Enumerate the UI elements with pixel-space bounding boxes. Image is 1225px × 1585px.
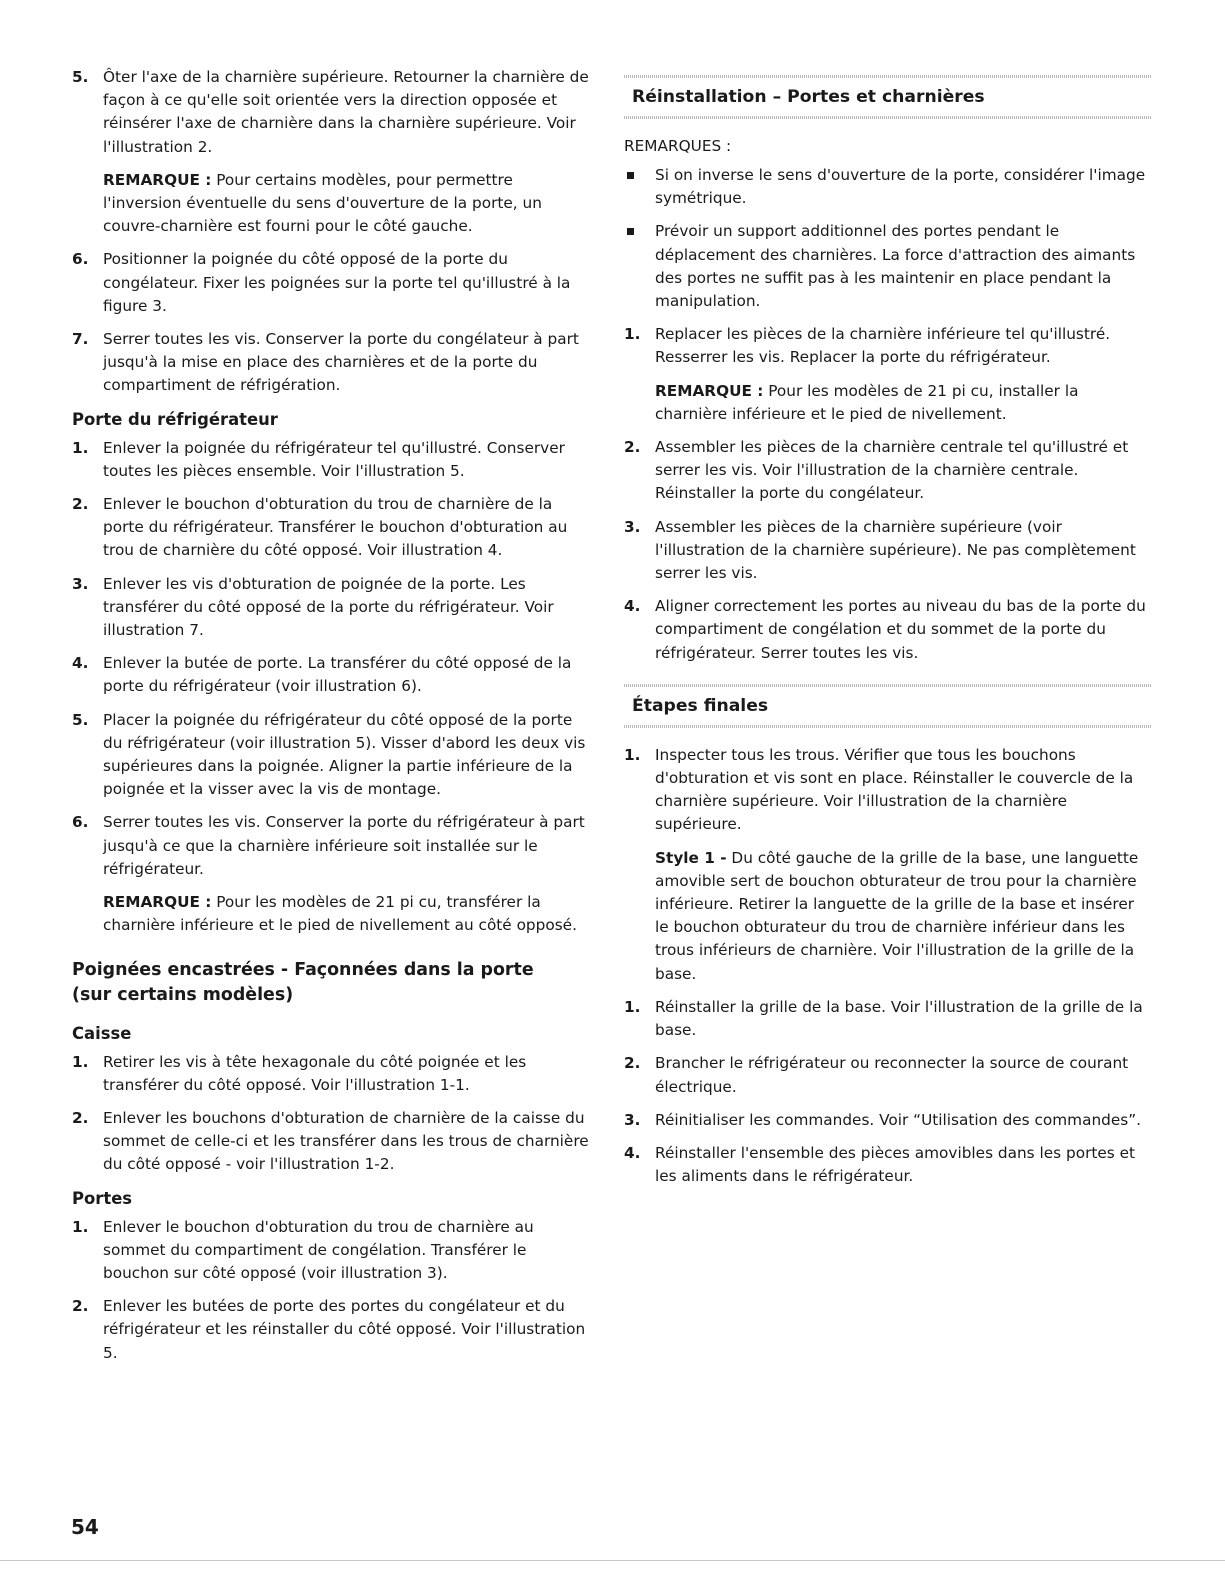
caisse-heading: Caisse xyxy=(72,1023,132,1043)
item-text: Enlever les butées de porte des portes du congélateur et du réfrigérateur et les réinstaller du côté opposé. Voir l'illustration 5. xyxy=(103,1297,586,1362)
section-title: Réinstallation – Portes et charnières xyxy=(632,87,985,107)
list-item xyxy=(72,573,590,643)
item-number: 4. xyxy=(624,597,641,616)
item-text: Assembler les pièces de la charnière centrale tel qu'illustré et serrer les vis. Voir l'illustration de la charnière centrale. Réinstaller la porte du congélateur. xyxy=(655,438,1129,503)
bullet-square-icon xyxy=(627,228,634,235)
note-label: REMARQUE : xyxy=(655,381,764,400)
item-text: Enlever la butée de porte. La transférer du côté opposé de la porte du réfrigérateur (voir illustration 6). xyxy=(103,654,572,696)
item-text: Inspecter tous les trous. Vérifier que tous les bouchons d'obturation et vis sont en place. Réinstaller le couvercle de la charnière supérieure. Voir l'illustration de la charnière supérieure. xyxy=(655,745,1134,834)
list-item xyxy=(624,996,1152,1042)
list-item xyxy=(624,1052,1152,1098)
item-number: 7. xyxy=(72,330,89,349)
list-item xyxy=(72,248,590,318)
item-number: 1. xyxy=(72,1052,89,1071)
list-item xyxy=(624,1109,1152,1132)
list-item xyxy=(624,436,1152,506)
item-number: 1. xyxy=(72,438,89,457)
list-item xyxy=(72,1295,590,1365)
item-number: 2. xyxy=(72,1108,89,1127)
list-item xyxy=(72,811,590,937)
section-title: Étapes finales xyxy=(632,695,769,716)
recessed-handles-heading xyxy=(72,958,590,1008)
item-text: Enlever les bouchons d'obturation de charnière de la caisse du sommet de celle-ci et les transférer dans les trous de charnière du côté opposé - voir l'illustration 1-2. xyxy=(103,1108,589,1174)
list-item xyxy=(72,652,590,698)
list-item xyxy=(72,437,590,483)
item-text: Placer la poignée du réfrigérateur du côté opposé de la porte du réfrigérateur (voir illustration 5). Visser d'abord les deux vis supérieures dans la poignée. Aligner la partie inférieure de la poignée et la visser avec la vis de montage. xyxy=(103,710,586,799)
remarques-label: REMARQUES : xyxy=(624,137,732,155)
item-number: 2. xyxy=(624,438,641,457)
list-item xyxy=(624,516,1152,586)
style-label: Style 1 - xyxy=(655,848,727,867)
right-column xyxy=(624,66,1152,1198)
heading-line: (sur certains modèles) xyxy=(72,984,294,1005)
divider xyxy=(624,116,1152,119)
item-text: Serrer toutes les vis. Conserver la porte du réfrigérateur à part jusqu'à ce que la charnière inférieure soit installée sur le réfrigérateur. xyxy=(103,813,585,878)
bullet-item xyxy=(624,220,1152,313)
item-number: 6. xyxy=(72,250,89,269)
list-item xyxy=(72,1107,590,1177)
item-number: 2. xyxy=(624,1054,641,1073)
item-text: Réinitialiser les commandes. Voir “Utilisation des commandes”. xyxy=(655,1110,1142,1129)
item-text: Positionner la poignée du côté opposé de la porte du congélateur. Fixer les poignées sur la porte tel qu'illustré à la figure 3. xyxy=(103,250,571,315)
list-item xyxy=(72,709,590,802)
list-item xyxy=(624,744,1152,986)
heading-line: Poignées encastrées - Façonnées dans la porte xyxy=(72,959,534,980)
item-number: 4. xyxy=(624,1143,641,1162)
item-text: Réinstaller la grille de la base. Voir l'illustration de la grille de la base. xyxy=(655,997,1143,1040)
divider xyxy=(624,684,1152,687)
note-label: REMARQUE : xyxy=(103,170,212,189)
list-item xyxy=(624,323,1152,426)
list-item xyxy=(72,493,590,563)
style-note xyxy=(655,847,1152,986)
item-text: Enlever les vis d'obturation de poignée de la porte. Les transférer du côté opposé de la porte du réfrigérateur. Voir illustration 7. xyxy=(103,574,554,640)
item-text: Réinstaller l'ensemble des pièces amovibles dans les portes et les aliments dans le réfrigérateur. xyxy=(655,1143,1136,1186)
portes-heading: Portes xyxy=(72,1188,133,1208)
note-text: Pour certains modèles, pour permettre l'inversion éventuelle du sens d'ouverture de la porte, un couvre-charnière est fourni pour le côté gauche. xyxy=(103,170,542,236)
item-number: 3. xyxy=(72,574,89,593)
item-text: Aligner correctement les portes au niveau du bas de la porte du compartiment de congélation et du sommet de la porte du réfrigérateur. Serrer toutes les vis. xyxy=(655,597,1146,662)
note-text: Pour les modèles de 21 pi cu, transférer la charnière inférieure et le pied de nivellement au côté opposé. xyxy=(103,893,577,935)
item-text: Enlever le bouchon d'obturation du trou de charnière de la porte du réfrigérateur. Transférer le bouchon d'obturation au trou de charnière du côté opposé. Voir illustration 4. xyxy=(103,495,568,560)
item-number: 3. xyxy=(624,1110,641,1129)
divider xyxy=(624,75,1152,78)
item-number: 5. xyxy=(72,68,89,86)
divider xyxy=(624,725,1152,728)
list-item xyxy=(624,595,1152,665)
item-text: Enlever le bouchon d'obturation du trou de charnière au sommet du compartiment de congélation. Transférer le bouchon sur côté opposé (voir illustration 3). xyxy=(103,1217,534,1282)
note xyxy=(103,891,590,937)
note-label: REMARQUE : xyxy=(103,893,212,912)
note xyxy=(103,169,590,239)
page-number: 54 xyxy=(71,1515,99,1539)
list-item xyxy=(72,1051,590,1097)
item-number: 2. xyxy=(72,1297,89,1316)
bullet-item xyxy=(624,164,1152,210)
left-column xyxy=(72,66,590,1375)
list-item xyxy=(72,1216,590,1286)
item-number: 3. xyxy=(624,517,641,536)
note xyxy=(655,380,1152,426)
style-text: Du côté gauche de la grille de la base, une languette amovible sert de bouchon obturateur de trou pour la charnière inférieure. Retirer la languette de la grille de la base et insérer le bouchon obturateur du trou de charnière inférieur dans les trous inférieurs de charnière. Voir l'illustration de la grille de la base. xyxy=(655,848,1139,983)
item-number: 2. xyxy=(72,495,89,514)
note-text: Pour les modèles de 21 pi cu, installer la charnière inférieure et le pied de nivellement. xyxy=(655,381,1079,423)
list-item xyxy=(72,66,590,238)
fridge-door-heading: Porte du réfrigérateur xyxy=(72,409,278,429)
bullet-text: Prévoir un support additionnel des portes pendant le déplacement des charnières. La force d'attraction des aimants des portes ne suffit pas à les maintenir en place pendant la manipulation. xyxy=(655,222,1136,311)
item-text: Brancher le réfrigérateur ou reconnecter la source de courant électrique. xyxy=(655,1054,1129,1096)
item-number: 1. xyxy=(72,1217,89,1236)
item-text: Enlever la poignée du réfrigérateur tel qu'illustré. Conserver toutes les pièces ensemble. Voir l'illustration 5. xyxy=(103,438,565,480)
bullet-text: Si on inverse le sens d'ouverture de la porte, considérer l'image symétrique. xyxy=(655,166,1146,208)
list-item xyxy=(72,328,590,398)
item-number: 4. xyxy=(72,654,89,673)
item-number: 5. xyxy=(72,710,89,729)
item-text: Serrer toutes les vis. Conserver la porte du congélateur à part jusqu'à la mise en place des charnières et de la porte du compartiment de réfrigération. xyxy=(103,330,579,395)
item-number: 1. xyxy=(624,997,641,1016)
item-number: 1. xyxy=(624,325,641,344)
final-steps-section-header xyxy=(624,675,1152,736)
item-text: Ôter l'axe de la charnière supérieure. Retourner la charnière de façon à ce qu'elle soit orientée vers la direction opposée et réinsérer l'axe de charnière dans la charnière supérieure. Voir l'illustration 2. xyxy=(103,68,589,156)
bottom-divider xyxy=(0,1560,1225,1561)
item-text: Retirer les vis à tête hexagonale du côté poignée et les transférer du côté opposé. Voir l'illustration 1-1. xyxy=(103,1052,527,1094)
item-number: 6. xyxy=(72,813,89,832)
item-text: Assembler les pièces de la charnière supérieure (voir l'illustration de la charnière supérieure). Ne pas complètement serrer les vis. xyxy=(655,517,1136,583)
list-item xyxy=(624,1142,1152,1188)
bullet-square-icon xyxy=(627,172,634,179)
reinstall-section-header xyxy=(624,66,1152,127)
item-number: 1. xyxy=(624,745,641,764)
item-text: Replacer les pièces de la charnière inférieure tel qu'illustré. Resserrer les vis. Replacer la porte du réfrigérateur. xyxy=(655,325,1111,367)
